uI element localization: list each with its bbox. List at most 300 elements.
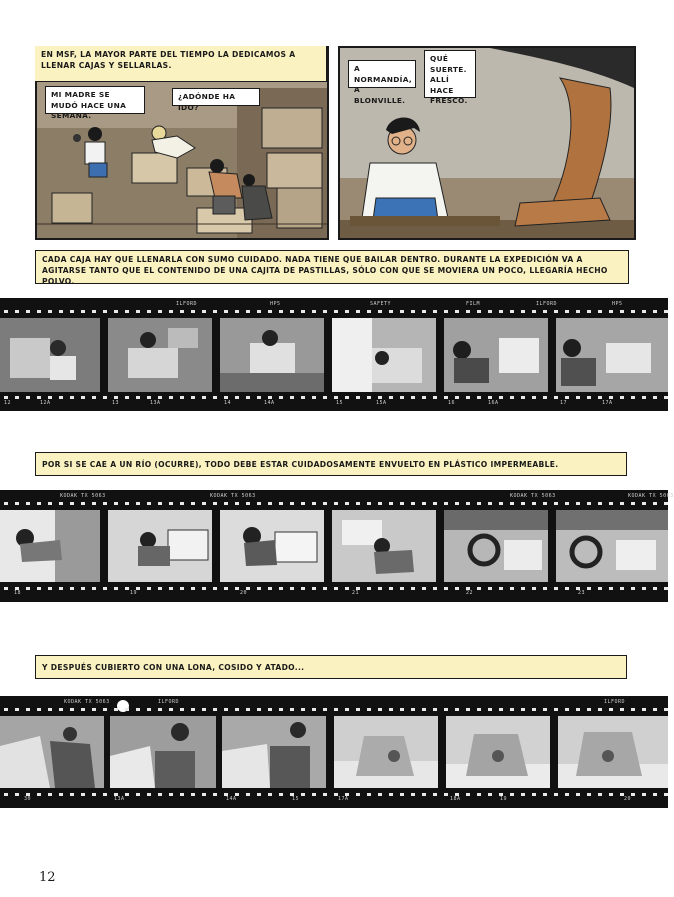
sprocket-hole bbox=[202, 310, 206, 313]
sprocket-hole bbox=[92, 587, 96, 590]
sprocket-hole bbox=[37, 502, 41, 505]
sprocket-hole bbox=[422, 502, 426, 505]
sprocket-hole bbox=[389, 502, 393, 505]
sprocket-hole bbox=[59, 396, 63, 399]
panel-top-left-caption: EN MSF, LA MAYOR PARTE DEL TIEMPO LA DEDICAMOS A LLENAR CAJAS Y SELLARLAS. bbox=[35, 46, 327, 82]
sprocket-hole bbox=[246, 793, 250, 796]
sprocket-hole bbox=[400, 793, 404, 796]
sprocket-hole bbox=[103, 396, 107, 399]
sprocket-hole bbox=[92, 708, 96, 711]
sprocket-hole bbox=[323, 793, 327, 796]
strip-2-edge-bottom-5: 22 bbox=[466, 590, 474, 596]
sprocket-hole bbox=[92, 793, 96, 796]
sprocket-hole bbox=[180, 793, 184, 796]
sprocket-hole bbox=[147, 396, 151, 399]
sprocket-hole bbox=[565, 708, 569, 711]
sprocket-hole bbox=[532, 396, 536, 399]
sprocket-hole bbox=[48, 502, 52, 505]
sprocket-hole bbox=[466, 310, 470, 313]
strip-2-edge-bottom-3: 20 bbox=[240, 590, 248, 596]
sprocket-hole bbox=[455, 310, 459, 313]
sprocket-hole bbox=[290, 587, 294, 590]
sprocket-hole bbox=[433, 502, 437, 505]
sprocket-hole bbox=[642, 310, 646, 313]
sprocket-hole bbox=[444, 708, 448, 711]
sprocket-hole bbox=[103, 502, 107, 505]
sprocket-hole bbox=[246, 708, 250, 711]
sprocket-hole bbox=[378, 708, 382, 711]
sprocket-hole bbox=[114, 793, 118, 796]
sprocket-hole bbox=[345, 396, 349, 399]
strip-1-frame-1 bbox=[0, 318, 100, 392]
sprocket-hole bbox=[543, 502, 547, 505]
strip-1-edge-top-1: ILFORD bbox=[176, 301, 198, 307]
sprocket-hole bbox=[631, 793, 635, 796]
strip-3-frame-2 bbox=[110, 716, 216, 788]
sprocket-hole bbox=[70, 396, 74, 399]
sprocket-hole bbox=[180, 502, 184, 505]
sprocket-hole bbox=[158, 396, 162, 399]
sprocket-hole bbox=[554, 587, 558, 590]
sprocket-hole bbox=[598, 310, 602, 313]
sprocket-hole bbox=[400, 396, 404, 399]
strip-2-frame-3 bbox=[220, 510, 324, 582]
sprocket-hole bbox=[488, 396, 492, 399]
sprocket-hole bbox=[158, 793, 162, 796]
sprocket-hole bbox=[455, 793, 459, 796]
sprocket-hole bbox=[554, 396, 558, 399]
sprocket-hole bbox=[114, 310, 118, 313]
sprocket-hole bbox=[334, 396, 338, 399]
sprocket-hole bbox=[565, 502, 569, 505]
sprocket-hole bbox=[653, 502, 657, 505]
sprocket-hole bbox=[147, 587, 151, 590]
sprocket-hole bbox=[378, 310, 382, 313]
sprocket-hole bbox=[224, 587, 228, 590]
sprocket-hole bbox=[37, 587, 41, 590]
sprocket-hole bbox=[323, 708, 327, 711]
sprocket-hole bbox=[169, 502, 173, 505]
strip-1-frame-6 bbox=[556, 318, 668, 392]
sprocket-hole bbox=[103, 793, 107, 796]
sprocket-hole bbox=[367, 587, 371, 590]
sprocket-hole bbox=[257, 587, 261, 590]
sprocket-hole bbox=[609, 587, 613, 590]
sprocket-hole bbox=[499, 396, 503, 399]
sprocket-hole bbox=[598, 793, 602, 796]
strip-3-edge-bottom-8: 20 bbox=[624, 796, 632, 802]
sprocket-hole bbox=[642, 793, 646, 796]
sprocket-hole bbox=[81, 587, 85, 590]
sprocket-hole bbox=[4, 396, 8, 399]
sprocket-hole bbox=[290, 396, 294, 399]
sprocket-hole bbox=[433, 587, 437, 590]
sprocket-hole bbox=[202, 793, 206, 796]
strip-1-frame-3 bbox=[220, 318, 324, 392]
sprocket-hole bbox=[400, 502, 404, 505]
sprocket-hole bbox=[455, 502, 459, 505]
sprocket-hole bbox=[169, 310, 173, 313]
sprocket-hole bbox=[158, 587, 162, 590]
strip-3-frame-3 bbox=[222, 716, 326, 788]
sprocket-hole bbox=[257, 502, 261, 505]
sprocket-hole bbox=[356, 396, 360, 399]
sprocket-hole bbox=[191, 310, 195, 313]
strip-2-frame-2 bbox=[108, 510, 212, 582]
strip-1-edge-bottom-12: 17A bbox=[602, 400, 613, 406]
sprocket-hole bbox=[477, 793, 481, 796]
sprocket-hole bbox=[499, 793, 503, 796]
sprocket-hole bbox=[125, 310, 129, 313]
strip-3-edge-bottom-6: 18A bbox=[450, 796, 461, 802]
sprocket-hole bbox=[587, 310, 591, 313]
sprocket-hole bbox=[235, 587, 239, 590]
sprocket-hole bbox=[609, 310, 613, 313]
strip-3-frame-5 bbox=[446, 716, 550, 788]
sprocket-hole bbox=[125, 793, 129, 796]
sprocket-hole bbox=[664, 587, 668, 590]
sprocket-hole bbox=[246, 502, 250, 505]
strip-1-edge-bottom-4: 13A bbox=[150, 400, 161, 406]
sprocket-hole bbox=[169, 708, 173, 711]
sprocket-hole bbox=[367, 708, 371, 711]
sprocket-hole bbox=[576, 502, 580, 505]
sprocket-hole bbox=[191, 793, 195, 796]
sprocket-hole bbox=[114, 502, 118, 505]
sprocket-hole bbox=[631, 708, 635, 711]
sprocket-hole bbox=[400, 708, 404, 711]
sprocket-hole bbox=[136, 587, 140, 590]
sprocket-hole bbox=[81, 310, 85, 313]
strip-1-edge-bottom-10: 16A bbox=[488, 400, 499, 406]
sprocket-hole bbox=[48, 310, 52, 313]
sprocket-hole bbox=[268, 587, 272, 590]
sprocket-hole bbox=[477, 708, 481, 711]
sprocket-hole bbox=[169, 587, 173, 590]
sprocket-hole bbox=[290, 793, 294, 796]
sprocket-hole bbox=[224, 793, 228, 796]
sprocket-hole bbox=[15, 793, 19, 796]
sprocket-hole bbox=[312, 396, 316, 399]
sprocket-hole bbox=[147, 310, 151, 313]
strip-1-edge-bottom-5: 14 bbox=[224, 400, 232, 406]
sprocket-hole bbox=[147, 708, 151, 711]
sprocket-hole bbox=[422, 587, 426, 590]
sprocket-hole bbox=[312, 502, 316, 505]
sprocket-hole bbox=[466, 502, 470, 505]
strip-1-edge-bottom-9: 16 bbox=[448, 400, 456, 406]
sprocket-hole bbox=[136, 793, 140, 796]
page-number: 12 bbox=[39, 870, 56, 885]
sprocket-hole bbox=[576, 793, 580, 796]
sprocket-hole bbox=[598, 708, 602, 711]
sprocket-hole bbox=[169, 396, 173, 399]
sprocket-hole bbox=[499, 587, 503, 590]
sprocket-hole bbox=[356, 708, 360, 711]
strip-2-frame-6 bbox=[556, 510, 668, 582]
sprocket-hole bbox=[202, 708, 206, 711]
sprocket-hole bbox=[532, 708, 536, 711]
sprocket-hole bbox=[290, 502, 294, 505]
sprocket-hole bbox=[235, 396, 239, 399]
sprocket-hole bbox=[268, 793, 272, 796]
sprocket-hole bbox=[389, 310, 393, 313]
sprocket-hole bbox=[422, 310, 426, 313]
sprocket-hole bbox=[4, 708, 8, 711]
sprocket-hole bbox=[499, 310, 503, 313]
sprocket-hole bbox=[279, 310, 283, 313]
sprocket-hole bbox=[543, 396, 547, 399]
sprocket-hole bbox=[180, 708, 184, 711]
sprocket-hole bbox=[213, 502, 217, 505]
sprocket-hole bbox=[488, 793, 492, 796]
sprocket-hole bbox=[125, 502, 129, 505]
sprocket-hole bbox=[576, 396, 580, 399]
sprocket-hole bbox=[48, 708, 52, 711]
sprocket-hole bbox=[37, 396, 41, 399]
sprocket-hole bbox=[301, 502, 305, 505]
sprocket-hole bbox=[213, 793, 217, 796]
sprocket-hole bbox=[609, 708, 613, 711]
sprocket-hole bbox=[213, 587, 217, 590]
sprocket-hole bbox=[400, 310, 404, 313]
sprocket-hole bbox=[499, 502, 503, 505]
sprocket-hole bbox=[499, 708, 503, 711]
sprocket-hole bbox=[202, 502, 206, 505]
sprocket-hole bbox=[466, 396, 470, 399]
sprocket-hole bbox=[466, 793, 470, 796]
sprocket-hole bbox=[642, 396, 646, 399]
sprocket-hole bbox=[37, 793, 41, 796]
sprocket-hole bbox=[224, 708, 228, 711]
sprocket-hole bbox=[345, 502, 349, 505]
sprocket-hole bbox=[653, 396, 657, 399]
sprocket-hole bbox=[444, 587, 448, 590]
strip-2-edge-bottom-2: 19 bbox=[130, 590, 138, 596]
sprocket-hole bbox=[213, 396, 217, 399]
sprocket-hole bbox=[213, 310, 217, 313]
sprocket-hole bbox=[620, 502, 624, 505]
sprocket-hole bbox=[59, 502, 63, 505]
strip-2-edge-top-1: KODAK TX 5063 bbox=[60, 493, 106, 499]
sprocket-hole bbox=[411, 708, 415, 711]
strip-3-edge-bottom-5: 17A bbox=[338, 796, 349, 802]
sprocket-hole bbox=[312, 587, 316, 590]
strip-3-edge-bottom-1: 30 bbox=[24, 796, 32, 802]
sprocket-hole bbox=[378, 502, 382, 505]
sprocket-hole bbox=[521, 396, 525, 399]
sprocket-hole bbox=[312, 310, 316, 313]
sprocket-hole bbox=[631, 502, 635, 505]
sprocket-hole bbox=[444, 396, 448, 399]
sprocket-hole bbox=[510, 708, 514, 711]
sprocket-hole bbox=[587, 793, 591, 796]
sprocket-hole bbox=[532, 793, 536, 796]
sprocket-hole bbox=[532, 502, 536, 505]
sprocket-hole bbox=[15, 310, 19, 313]
sprocket-hole bbox=[510, 310, 514, 313]
sprocket-hole bbox=[257, 310, 261, 313]
sprocket-hole bbox=[433, 310, 437, 313]
sprocket-hole bbox=[389, 396, 393, 399]
strip-3-edge-bottom-7: 19 bbox=[500, 796, 508, 802]
caption-1: CADA CAJA HAY QUE LLENARLA CON SUMO CUIDADO. NADA TIENE QUE BAILAR DENTRO. DURANTE LA EXPEDICIÓN VA A AGITARSE TANTO QUE EL CONTENIDO DE UNA CAJITA DE PASTILLAS, SÓLO CON QUE SE MOVIERA UN POCO, LLEGARÍA HECHO POLVO. bbox=[35, 250, 629, 284]
sprocket-hole bbox=[455, 708, 459, 711]
sprocket-hole bbox=[510, 502, 514, 505]
sprocket-hole bbox=[576, 708, 580, 711]
sprocket-hole bbox=[345, 587, 349, 590]
sprocket-hole bbox=[202, 587, 206, 590]
sprocket-hole bbox=[433, 396, 437, 399]
sprocket-hole bbox=[4, 502, 8, 505]
sprocket-hole bbox=[235, 502, 239, 505]
sprocket-hole bbox=[268, 310, 272, 313]
sprocket-hole bbox=[653, 708, 657, 711]
sprocket-hole bbox=[389, 708, 393, 711]
sprocket-hole bbox=[664, 502, 668, 505]
sprocket-hole bbox=[246, 310, 250, 313]
sprocket-hole bbox=[433, 708, 437, 711]
sprocket-hole bbox=[356, 587, 360, 590]
sprocket-hole bbox=[312, 708, 316, 711]
sprocket-hole bbox=[301, 708, 305, 711]
sprocket-hole bbox=[37, 708, 41, 711]
sprocket-hole bbox=[422, 708, 426, 711]
sprocket-hole bbox=[235, 708, 239, 711]
caption-3: Y DESPUÉS CUBIERTO CON UNA LONA, COSIDO Y ATADO... bbox=[35, 655, 627, 679]
sprocket-hole bbox=[180, 396, 184, 399]
sprocket-hole bbox=[664, 310, 668, 313]
sprocket-hole bbox=[587, 708, 591, 711]
sprocket-hole bbox=[26, 587, 30, 590]
sprocket-hole bbox=[301, 396, 305, 399]
sprocket-hole bbox=[59, 587, 63, 590]
sprocket-hole bbox=[26, 708, 30, 711]
sprocket-hole bbox=[411, 396, 415, 399]
sprocket-hole bbox=[81, 793, 85, 796]
sprocket-hole bbox=[554, 793, 558, 796]
sprocket-hole bbox=[4, 793, 8, 796]
strip-1-edge-top-3: SAFETY bbox=[370, 301, 392, 307]
strip-1-edge-top-4: FILM bbox=[466, 301, 481, 307]
sprocket-hole bbox=[411, 587, 415, 590]
sprocket-hole bbox=[510, 396, 514, 399]
strip-3-edge-bottom-3: 14A bbox=[226, 796, 237, 802]
sprocket-hole bbox=[26, 396, 30, 399]
sprocket-hole bbox=[15, 708, 19, 711]
sprocket-hole bbox=[389, 793, 393, 796]
sprocket-hole bbox=[411, 502, 415, 505]
film-strip-1 bbox=[0, 298, 668, 411]
sprocket-hole bbox=[543, 587, 547, 590]
strip-3-edge-top-3: ILFORD bbox=[604, 699, 626, 705]
sprocket-hole bbox=[587, 502, 591, 505]
sprocket-hole bbox=[532, 587, 536, 590]
sprocket-hole bbox=[290, 310, 294, 313]
sprocket-hole bbox=[488, 502, 492, 505]
sprocket-hole bbox=[48, 793, 52, 796]
strip-2-edge-top-4: KODAK TX 5063 bbox=[628, 493, 674, 499]
sprocket-hole bbox=[59, 708, 63, 711]
sprocket-hole bbox=[268, 708, 272, 711]
sprocket-hole bbox=[191, 587, 195, 590]
panel-top-left-balloon-2: ¿ADÓNDE HA IDO? bbox=[172, 88, 260, 106]
sprocket-hole bbox=[202, 396, 206, 399]
sprocket-hole bbox=[334, 310, 338, 313]
sprocket-hole bbox=[70, 708, 74, 711]
sprocket-hole bbox=[246, 396, 250, 399]
sprocket-hole bbox=[26, 502, 30, 505]
sprocket-hole bbox=[191, 502, 195, 505]
sprocket-hole bbox=[15, 587, 19, 590]
strip-2-edge-top-2: KODAK TX 5063 bbox=[210, 493, 256, 499]
sprocket-hole bbox=[609, 793, 613, 796]
sprocket-hole bbox=[356, 502, 360, 505]
strip-1-frame-5 bbox=[444, 318, 548, 392]
film-strip-2 bbox=[0, 490, 674, 602]
sprocket-hole bbox=[664, 396, 668, 399]
sprocket-hole bbox=[411, 310, 415, 313]
sprocket-hole bbox=[554, 502, 558, 505]
sprocket-hole bbox=[224, 396, 228, 399]
sprocket-hole bbox=[367, 793, 371, 796]
sprocket-hole bbox=[620, 793, 624, 796]
sprocket-hole bbox=[521, 708, 525, 711]
strip-1-edge-bottom-3: 13 bbox=[112, 400, 120, 406]
sprocket-hole bbox=[26, 793, 30, 796]
strip-1-edge-bottom-6: 14A bbox=[264, 400, 275, 406]
strip-2-edge-bottom-4: 21 bbox=[352, 590, 360, 596]
sprocket-hole bbox=[301, 310, 305, 313]
sprocket-hole bbox=[554, 310, 558, 313]
panel-top-right-balloon-2: QUÉ SUERTE. ALLÍ HACE FRESCO. bbox=[424, 50, 476, 98]
sprocket-hole bbox=[521, 502, 525, 505]
sprocket-hole bbox=[389, 587, 393, 590]
sprocket-hole bbox=[279, 708, 283, 711]
strip-1-edge-bottom-11: 17 bbox=[560, 400, 568, 406]
sprocket-hole bbox=[81, 502, 85, 505]
sprocket-hole bbox=[345, 708, 349, 711]
strip-1-edge-bottom-8: 15A bbox=[376, 400, 387, 406]
sprocket-hole bbox=[147, 502, 151, 505]
sprocket-hole bbox=[235, 310, 239, 313]
sprocket-hole bbox=[235, 793, 239, 796]
sprocket-hole bbox=[587, 587, 591, 590]
sprocket-hole bbox=[26, 310, 30, 313]
sprocket-hole bbox=[477, 587, 481, 590]
sprocket-hole bbox=[191, 396, 195, 399]
sprocket-hole bbox=[356, 793, 360, 796]
sprocket-hole bbox=[257, 396, 261, 399]
strip-1-edge-bottom-1: 12 bbox=[4, 400, 12, 406]
sprocket-hole bbox=[356, 310, 360, 313]
sprocket-hole bbox=[576, 310, 580, 313]
sprocket-hole bbox=[312, 793, 316, 796]
sprocket-hole bbox=[367, 396, 371, 399]
strip-3-frame-6 bbox=[558, 716, 668, 788]
sprocket-hole bbox=[180, 587, 184, 590]
sprocket-hole bbox=[70, 310, 74, 313]
sprocket-hole bbox=[620, 310, 624, 313]
sprocket-hole bbox=[653, 793, 657, 796]
sprocket-hole bbox=[114, 708, 118, 711]
strip-2-frame-4 bbox=[332, 510, 436, 582]
sprocket-hole bbox=[444, 502, 448, 505]
sprocket-hole bbox=[224, 310, 228, 313]
sprocket-hole bbox=[103, 708, 107, 711]
strip-1-edge-top-6: HP5 bbox=[612, 301, 623, 307]
sprocket-hole bbox=[477, 502, 481, 505]
